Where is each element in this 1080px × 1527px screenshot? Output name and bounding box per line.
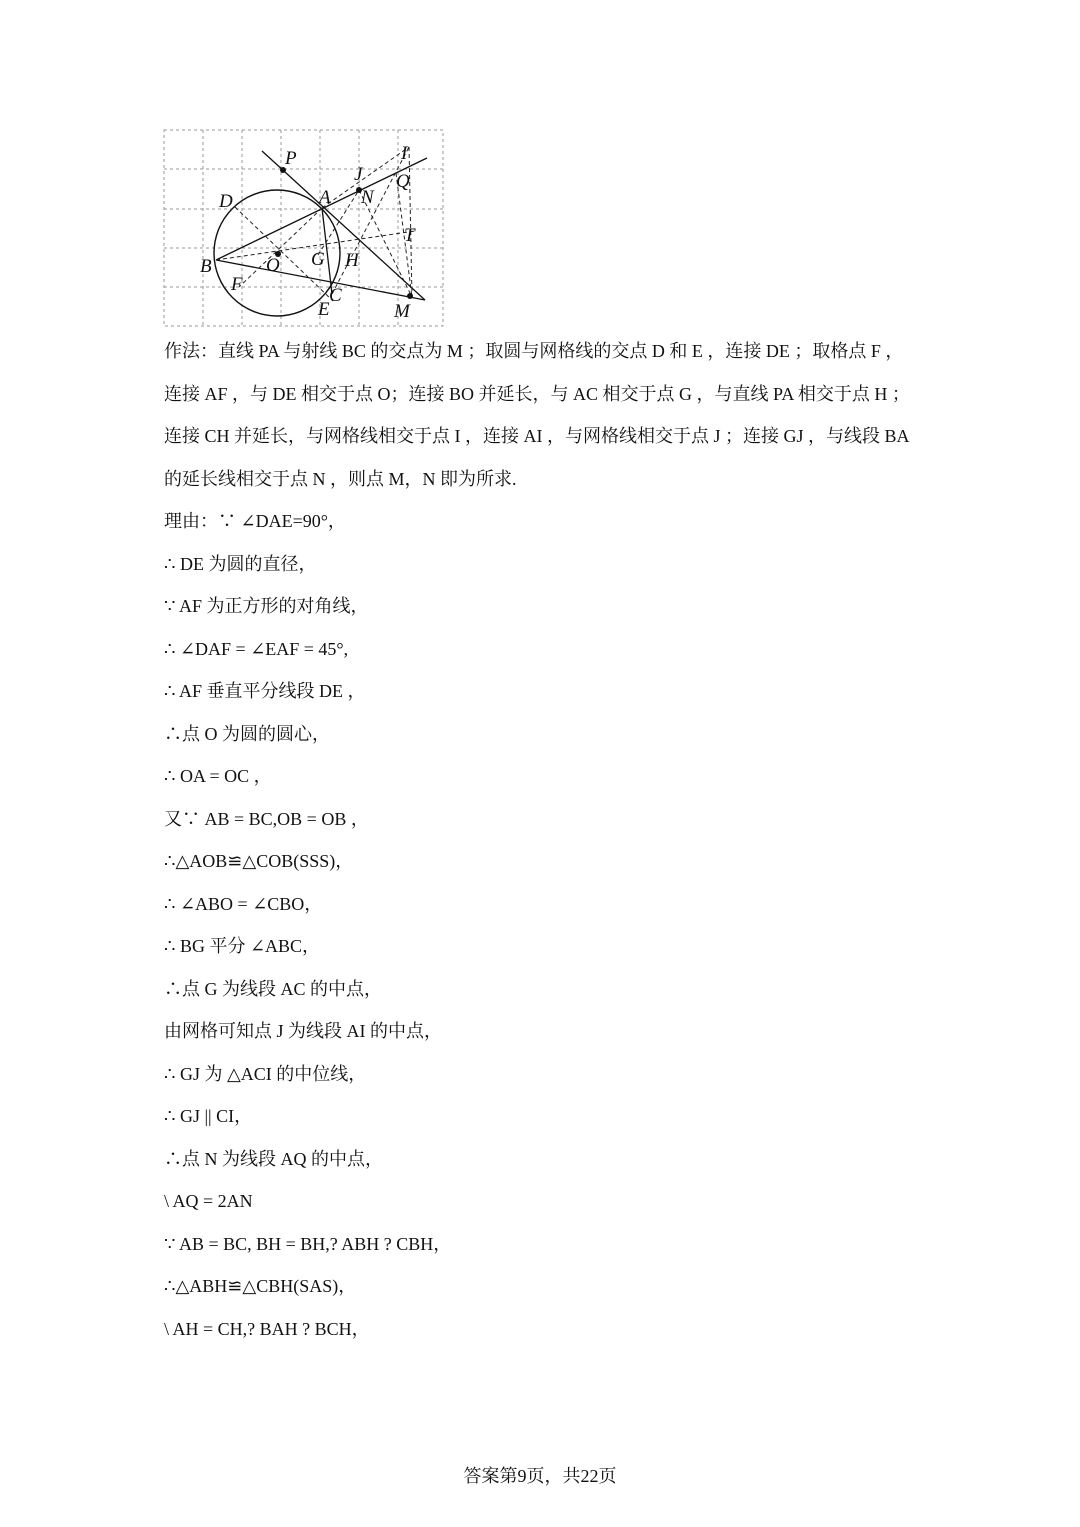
label-g: G: [311, 249, 325, 270]
label-d: D: [219, 191, 233, 212]
label-j: J: [354, 164, 363, 185]
label-h: H: [345, 250, 359, 271]
label-f: F: [231, 274, 243, 295]
page-footer: 答案第9页，共22页: [463, 1466, 617, 1486]
label-c: C: [329, 285, 342, 306]
text-line: 理由：∵ ∠DAE=90°，: [164, 511, 346, 531]
text-line: ∵ AB = BC, BH = BH,? ABH ? CBH，: [164, 1233, 452, 1254]
label-q: Q: [396, 171, 410, 192]
text-line: ∴ GJ || CI，: [164, 1106, 253, 1126]
label-t: T: [404, 225, 415, 246]
text-line: ∴ GJ 为 △ACI 的中位线，: [164, 1063, 367, 1084]
text-line: ∵ AF 为正方形的对角线，: [164, 596, 369, 616]
text-line: \ AH = CH,? BAH ? BCH，: [164, 1318, 370, 1339]
text-line: ∴△ABH≌△CBH(SAS)，: [164, 1276, 357, 1296]
label-b: B: [200, 256, 212, 277]
text-line: ∴点 O 为圆的圆心，: [164, 723, 330, 744]
text-line: 作法：直线 PA 与射线 BC 的交点为 M ；取圆与网格线的交点 D 和 E ，连接 DE ；取格点 F ，: [164, 341, 904, 361]
label-i: I: [401, 143, 408, 164]
text-line: ∴ ∠DAF = ∠EAF = 45°,: [164, 638, 349, 659]
text-line: \ AQ = 2AN: [164, 1191, 253, 1211]
label-a: A: [319, 187, 331, 208]
text-line: 由网格可知点 J 为线段 AI 的中点，: [164, 1021, 442, 1041]
text-line: 的延长线相交于点 N ，则点 M，N 即为所求.: [164, 468, 517, 489]
text-line: 连接 AF ，与 DE 相交于点 O；连接 BO 并延长，与 AC 相交于点 G ，与直线 PA 相交于点 H ；: [164, 383, 910, 404]
geometry-figure: [163, 129, 445, 329]
text-line: 连接 CH 并延长，与网格线相交于点 I ，连接 AI ，与网格线相交于点 J ；连接 GJ ，与线段 BA: [164, 426, 910, 446]
text-line: ∴△AOB≌△COB(SSS)，: [164, 851, 354, 871]
text-line: ∴点 G 为线段 AC 的中点，: [164, 978, 383, 999]
text-line: ∴ DE 为圆的直径，: [164, 553, 317, 574]
text-line: 又∵ AB = BC,OB = OB ，: [164, 808, 369, 829]
text-line: ∴ ∠ABO = ∠CBO，: [164, 893, 323, 914]
label-m: M: [394, 301, 410, 322]
text-line: ∴ BG 平分 ∠ABC，: [164, 936, 321, 956]
solution-text: [164, 336, 934, 1356]
grid-diagram: [163, 129, 445, 329]
label-p: P: [285, 148, 297, 169]
text-line: ∴ OA = OC ，: [164, 766, 272, 786]
label-o: O: [266, 255, 280, 276]
label-n: N: [361, 187, 374, 208]
label-e: E: [318, 299, 330, 320]
dashed-lines: [216, 147, 415, 301]
text-line: ∴点 N 为线段 AQ 的中点，: [164, 1148, 383, 1169]
text-line: ∴ AF 垂直平分线段 DE ，: [164, 681, 366, 701]
point-m: [407, 293, 413, 299]
